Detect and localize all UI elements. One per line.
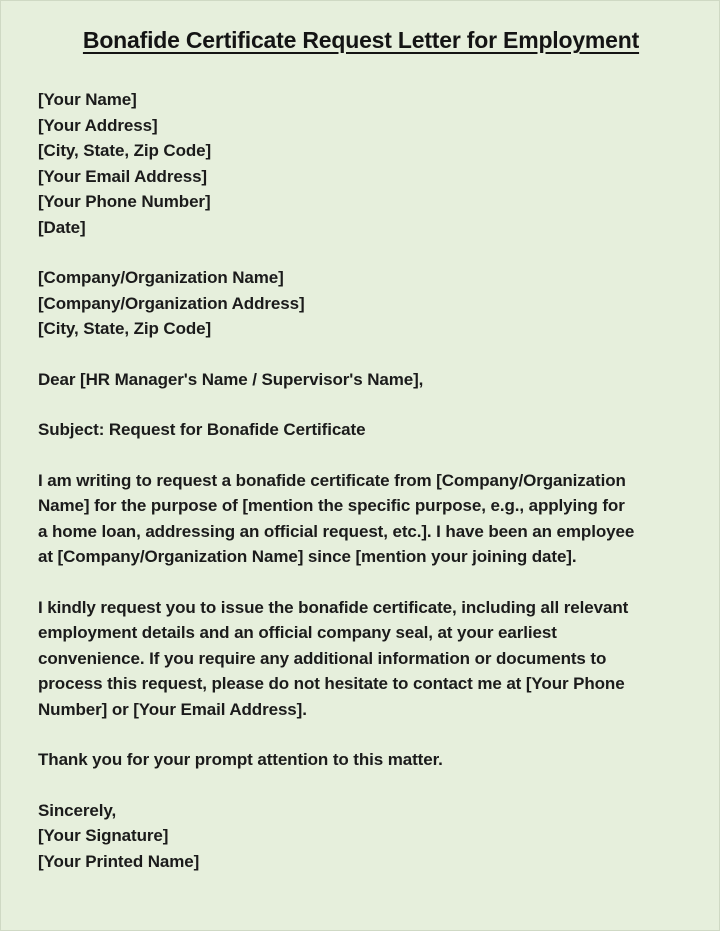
sender-phone: [Your Phone Number] [38, 192, 211, 211]
paragraph-1-line: at [Company/Organization Name] since [mention your joining date]. [38, 547, 577, 566]
salutation: Dear [HR Manager's Name / Supervisor's Name], [38, 369, 424, 389]
recipient-block [38, 265, 703, 342]
paragraph-2-line: process this request, please do not hesitate to contact me at [Your Phone [38, 674, 625, 693]
sender-email: [Your Email Address] [38, 166, 207, 186]
subject-line: Subject: Request for Bonafide Certificate [38, 420, 366, 439]
paragraph-1-line: Name] for the purpose of [mention the specific purpose, e.g., applying for [38, 496, 625, 515]
recipient-address: [Company/Organization Address] [38, 293, 305, 313]
printed-name-placeholder: [Your Printed Name] [38, 851, 200, 871]
letter-date: [Date] [38, 217, 86, 237]
closing-block [38, 798, 703, 875]
sender-block [38, 87, 703, 240]
thanks-line: Thank you for your prompt attention to this matter. [38, 750, 443, 769]
paragraph-2-line: convenience. If you require any additional information or documents to [38, 648, 607, 668]
paragraph-2-line: employment details and an official company seal, at your earliest [38, 623, 557, 642]
paragraph-2-line: Number] or [Your Email Address]. [38, 699, 307, 719]
paragraph-1-line: I am writing to request a bonafide certificate from [Company/Organization [38, 470, 626, 490]
sender-name: [Your Name] [38, 90, 137, 109]
thanks-block [38, 747, 703, 773]
subject-block [38, 417, 703, 443]
paragraph-2-line: I kindly request you to issue the bonafide certificate, including all relevant [38, 597, 629, 617]
sender-city-state-zip: [City, State, Zip Code] [38, 141, 212, 160]
paragraph-1-line: a home loan, addressing an official request, etc.]. I have been an employee [38, 521, 635, 541]
recipient-company: [Company/Organization Name] [38, 268, 284, 287]
signature-placeholder: [Your Signature] [38, 826, 169, 845]
paragraph-1 [38, 468, 703, 570]
document-title: Bonafide Certificate Request Letter for Employment [82, 27, 640, 53]
paragraph-2 [38, 595, 703, 723]
letter-body [38, 87, 703, 874]
closing-word: Sincerely, [38, 800, 117, 820]
recipient-city-state-zip: [City, State, Zip Code] [38, 319, 212, 338]
sender-address: [Your Address] [38, 115, 158, 135]
salutation-block [38, 367, 703, 393]
